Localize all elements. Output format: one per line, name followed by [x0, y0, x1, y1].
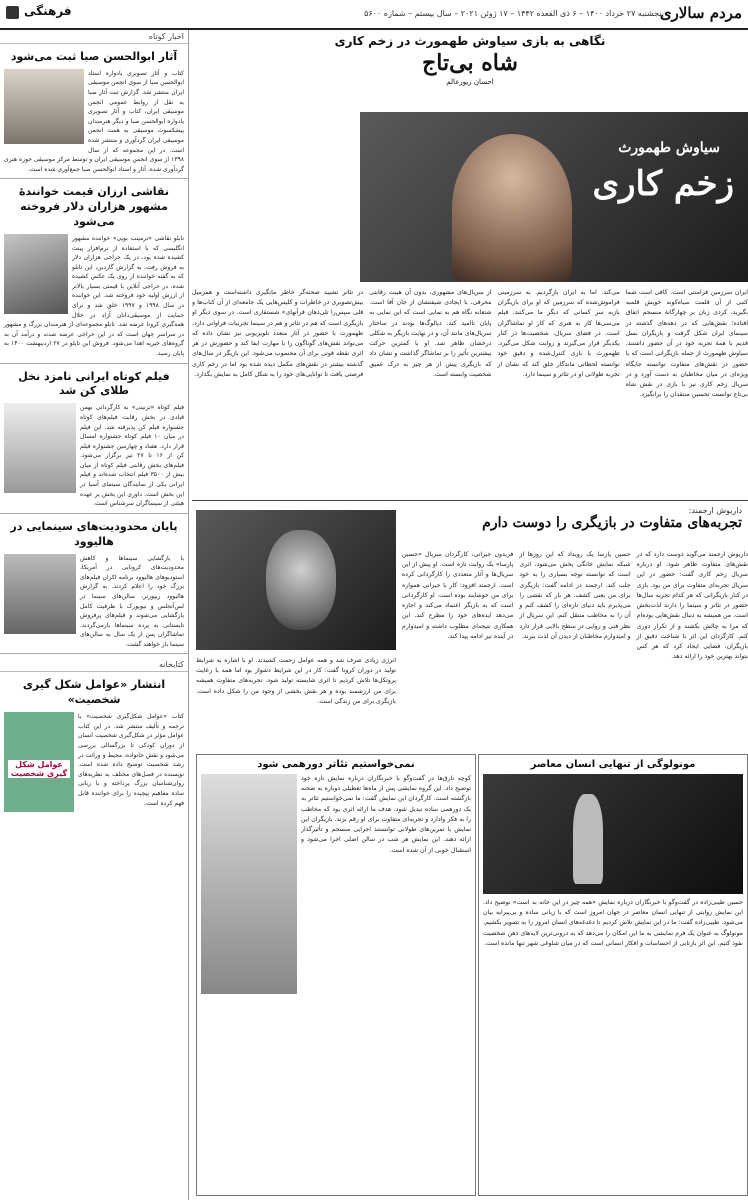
news-item-cannes — [0, 370, 188, 509]
monologue-body: حسین طیبی‌زاده در گفت‌وگو با خبرنگاران درباره نمایش «همه چیز در این خانه بد است» توضیح داد. این نمایش روایتی از تنهایی انسان معاصر در جهان امروز است که با زبانی ساده و بی‌پیرایه بیان می‌شود. طیبی‌زاده گفت: ما در این نمایش تلاش کردیم تا دغدغه‌های انسان امروز را به تصویر بکشیم. مونولوگ به عنوان یک فرم نمایشی به ما این امکان را می‌دهد که به درونی‌ترین لایه‌های ذهن شخصیت نفوذ کنیم. این اثر بازتابی از احساسات و افکار انسانی است که در میان شلوغی شهر تنها مانده است. — [483, 899, 743, 947]
hollywood-photo — [4, 554, 76, 634]
short-news-column — [0, 30, 189, 1200]
interview-col-2: حسین پارسا یک رویداد که این روزها از شبکه نمایش خانگی پخش می‌شود، اثری است که توانسته توجه بسیاری را به خود جلب کند. ارجمند در ادامه گفت: بازیگری برای من یعنی کشف. هر بار که نقشی را می‌پذیرم باید دنیای تازه‌ای را کشف کنم و آن را به مخاطب منتقل کنم. این سریال از نظر فنی و روایی در سطح بالایی قرار دارد و امیدوارم مخاطبان از دیدن آن لذت ببرند. — [519, 551, 631, 640]
news-body: فیلم کوتاه «ترنیتی» به کارگردانی بهمن قبادی در بخش رقابت فیلم‌های کوتاه جشنواره فیلم کن پذیرفته شد. این فیلم در میان ۱۰ فیلم کوتاه جشنواره امسال قرار دارد. هفتاد و چهارمین جشنواره فیلم کن از ۱۶ تا ۲۷ تیر برگزار می‌شود. فیلم‌های بخش رقابتی فیلم کوتاه از میان بیش از ۳۵۰۰ فیلم انتخاب شده‌اند و فیلم ایرانی یکی از نمایندگان سینمای آسیا در این بخش است. داوری این بخش بر عهده هیئتی از سینماگران سرشناس است. — [80, 404, 184, 508]
lead-kicker: نگاهی به بازی سیاوش طهمورث در زخم کاری — [334, 34, 606, 48]
interview-kicker: داریوش ارجمند: — [688, 506, 742, 515]
bookshelf-label: کتابخانه — [0, 658, 188, 672]
news-item-book — [0, 678, 188, 814]
news-title: آثار ابوالحسن صبا ثبت می‌شود — [10, 50, 178, 63]
theater-box — [196, 754, 476, 1196]
lead-headline — [192, 34, 748, 86]
short-news-label: اخبار کوتاه — [0, 30, 188, 44]
book-cover-title: عوامل شکل گیری شخصیت — [8, 760, 70, 778]
news-title: پایان محدودیت‌های سینمایی در هالیوود — [10, 519, 178, 548]
painting-photo — [4, 234, 68, 314]
monologue-title: مونولوگی از تنهایی انسان معاصر — [530, 759, 696, 770]
lead-col-2: می‌کند. اما به ایران بازگردیم. به سرزمینی فراموش‌شده که سرزمین که او برای بازیگران بازبه سر کسانی که دیگر ما می‌کنند. فیلم می‌سی‌ها کار به هنری که کار او تماشاگران است. در فضای سریال، شخصیت‌ها در کنار یکدیگر قرار می‌گیرند و روایت شکل می‌گیرد. طهمورث با بازی کنترل‌شده و دقیق خود توانسته لحظاتی ماندگار خلق کند که نشان از تجربه طولانی او در تئاتر و سینما دارد. — [497, 289, 620, 378]
newspaper-brand: مردم سالاری — [659, 4, 742, 22]
saba-photo — [4, 69, 84, 144]
theater-photo — [201, 774, 297, 994]
poster-actor-name: سیاوش طهمورث — [618, 140, 720, 156]
news-item-saba — [0, 50, 188, 174]
lead-col-3: از سریال‌های مشهوری، بدون آن هیبت رقابتی مخرفی، با ایجادی شیفتشان از جان آقا است. شتعانه نگاه هم به نمایی است که این نمایی به پایان ناامید کند. دیالوگ‌ها بودند در ساختار سریال‌های مانند آن، و در نهایت بازیگر به شکلی درخشان ظاهر شد. او با کمترین حرکت بیشترین تأثیر را بر تماشاگر گذاشت و نشان داد که بازیگری پیش از هر چیز به درک عمیق شخصیت وابسته است. — [369, 289, 492, 378]
news-title: فیلم کوتاه ایرانی نامزد نخل طلای کن شد — [18, 369, 170, 398]
news-title: نقاشی ارزان قیمت خوانندۀ مشهور هزاران دلار فروخته می‌شود — [19, 185, 169, 229]
interview-body — [402, 550, 748, 750]
interview-col-3: فریدون جیرانی، کارگردان سریال «حسین پارسا» یک روایت تازه است. او پیش از این سریال‌ها و آثار متعددی را کارگردانی کرده است. ارجمند افزود: کار با جیرانی همواره برای من خوشایند بوده است. او کارگردانی است که به بازیگر اعتماد می‌کند و اجازه می‌دهد ایده‌های خود را مطرح کند. این همکاری نتیجه‌ای مطلوب داشته و امیدوارم در آینده نیز ادامه پیدا کند. — [402, 551, 514, 640]
news-body: کتاب «عوامل شکل‌گیری شخصیت» با ترجمه و تألیف منتشر شد. در این کتاب عوامل مؤثر در شکل‌گیری شخصیت انسان از دوران کودکی تا بزرگسالی بررسی می‌شود و نقش خانواده، محیط و وراثت در رشد شخصیت توضیح داده شده است. نویسنده در فصل‌های مختلف به نظریه‌های روان‌شناسان بزرگ پرداخته و با زبانی ساده مفاهیم پیچیده را برای خواننده قابل فهم کرده است. — [78, 713, 184, 807]
lead-body — [192, 288, 748, 498]
interview-col-1: داریوش ارجمند می‌گوید دوست دارد که در نقش‌های متفاوت ظاهر شود. او درباره سریال زخم کاری گفت: حضور در این سریال تجربه‌ای متفاوت برای من بود. بازی در کنار بازیگرانی که هر کدام تجربه سال‌ها حضور در تئاتر و سینما را دارند لذت‌بخش است. من همیشه به دنبال نقش‌هایی بوده‌ام که مرا به چالش بکشند و از تکرار دوری کنم. کارگردان این اثر با شناخت دقیق از بازیگران، فضایی ایجاد کرد که هر کس بتواند بهترین خود را ارائه دهد. — [636, 551, 748, 661]
actor-face — [452, 134, 572, 282]
monologue-box — [478, 754, 748, 1196]
lead-col-1: ایران سرزمین فرامتنی است. کافی است شما کتبی از آن قلمت سیاه‌کونه خویش قلمبه بگیرید، کردی زبان بر چهارگانۀ منسجم اتفاق افتاده؛ نقش‌هایی که در دهه‌های گذشته در سینمای ایران شکل گرفت و بازیگران نسل قدیم با همۀ تجربه خود در آن حضور داشتند. سیاوش طهمورث از جمله بازیگرانی است که با حضور در نقش‌های متفاوت توانسته جایگاه ویژه‌ای در میان مخاطبان به دست آورد و در سریال زخم کاری نیز با بازی در نقش شاه بی‌تاج توانست تحسین منتقدان را برانگیزد. — [625, 289, 748, 399]
theater-title: نمی‌خواستیم تئاتر دورهمی شود — [257, 759, 415, 770]
monologue-photo — [483, 774, 743, 894]
interview-col-4: انرژی زیادی صرف شد و همه عوامل زحمت کشیدند. او با اشاره به شرایط تولید در دوران کرونا گفت: کار در این شرایط دشوار بود اما همه با رعایت پروتکل‌ها تلاش کردیم تا اثری شایسته تولید شود. تجربه‌های متفاوت همیشه برای من ارزشمند بوده و هر نقش بخشی از وجود من را شکل داده است. بازیگری برای من زندگی است. — [196, 657, 396, 705]
lead-author: احسان زیورعالم — [446, 78, 494, 86]
interview-title: تجربه‌های متفاوت در بازیگری را دوست دارم — [482, 515, 742, 531]
news-item-painting — [0, 185, 188, 358]
news-body: با بازگشایی سینماها و کاهش محدودیت‌های کرونایی در آمریکا، استودیوهای هالیوود برنامه اکران فیلم‌های بزرگ خود را اعلام کردند. به گزارش هالیوود ریپورتر، سالن‌های سینما در لس‌آنجلس و نیویورک با ظرفیت کامل بازگشایی می‌شوند و فیلم‌های پرفروش تابستانی به پرده سینماها بازمی‌گردند. تماشاگران پس از یک سال به سالن‌های سینما باز خواهند گشت. — [80, 554, 184, 648]
interview-headline — [402, 506, 742, 531]
main-area — [192, 30, 748, 1200]
poster-series-title: زخم کاری — [592, 164, 734, 204]
news-item-hollywood — [0, 520, 188, 650]
theater-body: کوچه تارق‌ها در گفت‌وگو با خبرنگاران درباره نمایش تازه خود توضیح داد. این گروه نمایشی پس از ماه‌ها تعطیلی دوباره به صحنه بازگشته است. کارگردان این نمایش گفت: ما نمی‌خواستیم تئاتر به یک دورهمی ساده تبدیل شود. هدف ما ارائه اثری بود که مخاطب را به فکر وادارد و تجربه‌ای متفاوت برای او رقم بزند. بازیگران این نمایش با تمرین‌های طولانی توانستند اجرایی منسجم و تأثیرگذار ارائه دهند. این نمایش هر شب در سالن اصلی اجرا می‌شود و استقبال خوبی از آن شده است. — [301, 775, 471, 854]
lead-photo — [192, 112, 748, 282]
masthead — [0, 0, 748, 30]
interview-photo — [196, 510, 396, 650]
news-body: تابلو نقاشی «ترمینت بویی» خواننده مشهور انگلیسی که با استفاده از نرم‌افزار پینت کشیده شده بود، در یک حراجی هزاران دلار به فروش رفت. به گزارش گاردین، این تابلو که به گفته خواننده از روی یک عکس کشیده شده، در حراجی آنلاین با قیمتی بسیار بالاتر از ارزش اولیه خود فروخته شد. این خواننده در سال ۱۹۹۸ و ۱۹۹۷ خلق شد و برای حمایت از موسیقی‌دانان آزاد در خلال همه‌گیری کرونا عرضه شد. تابلو مجموعه‌ای از هنرمندان بزرگ و مشهور در سراسر جهان است که در این حراجی عرضه شدند و درآمد آن به گروه‌های خیریه اهدا می‌شود. فروش این تابلو در ۲۷ اردیبهشت ۱۴۰۰ به پایان رسید. — [4, 234, 185, 358]
lead-col-4: در تئاتر تشیید صحنه‌گر خاطر مانگیزی داشته‌است و همزمیل بیش‌تصویری در خاطرات و کلیس‌هایی یک جامعه‌ای از آن کتاب‌ها و قلی سپس‌را تلی‌دهان قرآنهای» شستقاری است. در سوی دیگر او بازیگری است که هم در تئاتر و هم در سینما تجربیات فراوانی دارد. طهمورث با حضور در آثار متعدد تلویزیونی نیز نشان داده که می‌تواند نقش‌های گوناگون را با مهارت ایفا کند و حضورش در هر اثری نقطه قوتی برای آن محسوب می‌شود. این بازیگر در سال‌های گذشته بیشتر در نقش‌های مکمل دیده شده بود اما در زخم کاری فرصتی یافت تا توانایی‌های خود را به شکل کامل به نمایش بگذارد. — [192, 289, 364, 378]
cannes-palm-photo — [4, 403, 76, 493]
news-body: کتاب و آثار تصویری یادواره استاد ابوالحسن صبا از سوی انجمن موسیقی ایران منتشر شد. گزارش ثبت آثار صبا به نقل از روابط عمومی انجمن موسیقی ایران، کتاب و آثار تصویری یادواره ابوالحسن صبا و دیگر هنرمندان پیشکسوت موسیقی به همت انجمن موسیقی ایران گردآوری و منتشر شده است. در این مجموعه که از سال ۱۳۹۸ از سوی انجمن موسیقی ایران و توسط مرکز موسیقی حوزه هنری گردآوری شده، آثار و اسناد ابوالحسن صبا جمع‌آوری شده است. — [4, 69, 184, 173]
dateline: پنجشنبه ۲۷ خرداد ۱۴۰۰ – ۶ ذی القعده ۱۴۴۲ – ۱۷ ژوئن ۲۰۲۱ – سال بیستم – شماره ۵۶۰۰ — [364, 9, 664, 18]
book-cover — [4, 712, 74, 812]
news-title: انتشار «عوامل شکل گیری شخصیت» — [22, 678, 166, 707]
lead-title: شاه بی‌تاج — [422, 50, 518, 76]
section-tag: فرهنگی — [6, 4, 72, 18]
